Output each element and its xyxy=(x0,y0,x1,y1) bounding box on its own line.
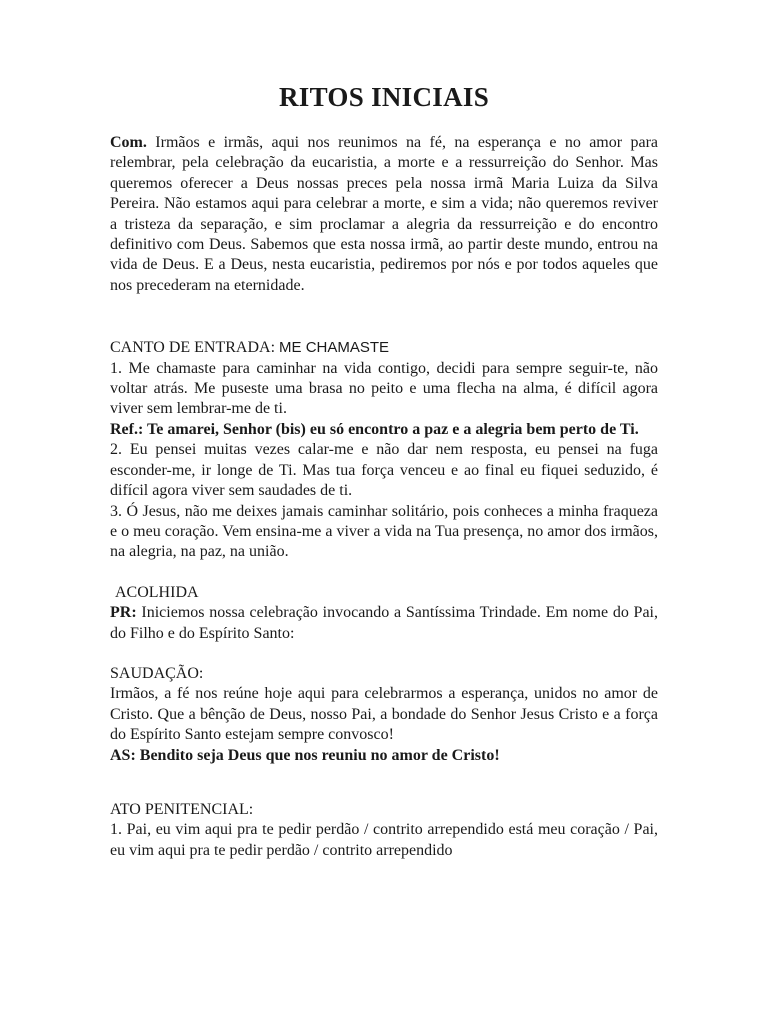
intro-lead: Com. xyxy=(110,134,147,151)
acolhida-lead: PR: xyxy=(110,604,137,622)
saudacao-heading: SAUDAÇÃO: xyxy=(110,664,204,682)
intro-paragraph xyxy=(110,133,658,296)
ato-verse-1: 1. Pai, eu vim aqui pra te pedir perdão / contrito arrependido está meu coração / Pai, eu vim aqui pra te pedir perdão / contrito arrependido xyxy=(110,821,658,859)
ato-heading: ATO PENITENCIAL: xyxy=(110,800,254,818)
canto-verse-1: 1. Me chamaste para caminhar na vida contigo, decidi para sempre seguir-te, não voltar atrás. Me puseste uma brasa no peito e uma flecha na alma, é difícil agora viver sem lembrar-me de ti. xyxy=(110,359,658,418)
saudacao-text: Irmãos, a fé nos reúne hoje aqui para celebrarmos a esperança, unidos no amor de Cristo. Que a bênção de Deus, nosso Pai, a bondade do Senhor Jesus Cristo e a força do Espírito Santo estejam sempre convosco! xyxy=(110,685,658,744)
acolhida-text: Iniciemos nossa celebração invocando a Santíssima Trindade. Em nome do Pai, do Filho e do Espírito Santo: xyxy=(110,604,659,642)
acolhida-paragraph xyxy=(110,603,658,644)
canto-label: CANTO DE ENTRADA: xyxy=(110,339,276,357)
canto-verse-2: 2. Eu pensei muitas vezes calar-me e não dar nem resposta, eu pensei na fuga esconder-me, ir longe de Ti. Mas tua força venceu e ao final eu fiquei seduzido, é difícil agora viver sem saudades de ti. xyxy=(110,441,658,500)
intro-text: Irmãos e irmãs, aqui nos reunimos na fé, na esperança e no amor para relembrar, pela celebração da eucaristia, a morte e a ressurreição do Senhor. Mas queremos oferecer a Deus nossas preces pela nossa irmã Maria Luiza da Silva Pereira. Não estamos aqui para celebrar a morte, e sim a vida; não queremos reviver a tristeza da separação, e sim proclamar a alegria da ressurreição e do encontro definitivo com Deus. Sabemos que esta nossa irmã, ao partir deste mundo, entrou na vida de Deus. E a Deus, nesta eucaristia, pediremos por nós e por todos aqueles que nos precederam na eternidade. xyxy=(110,134,659,294)
canto-heading xyxy=(110,338,658,358)
saudacao-response: AS: Bendito seja Deus que nos reuniu no amor de Cristo! xyxy=(110,746,500,764)
canto-refrain: Ref.: Te amarei, Senhor (bis) eu só encontro a paz e a alegria bem perto de Ti. xyxy=(110,420,639,438)
canto-song: ME CHAMASTE xyxy=(279,339,390,357)
canto-verse-3: 3. Ó Jesus, não me deixes jamais caminhar solitário, pois conheces a minha fraqueza e o meu coração. Vem ensina-me a viver a vida na Tua presença, no amor dos irmãos, na alegria, na paz, na união. xyxy=(110,502,658,561)
acolhida-heading: ACOLHIDA xyxy=(115,583,199,601)
page-title: RITOS INICIAIS xyxy=(278,82,490,112)
